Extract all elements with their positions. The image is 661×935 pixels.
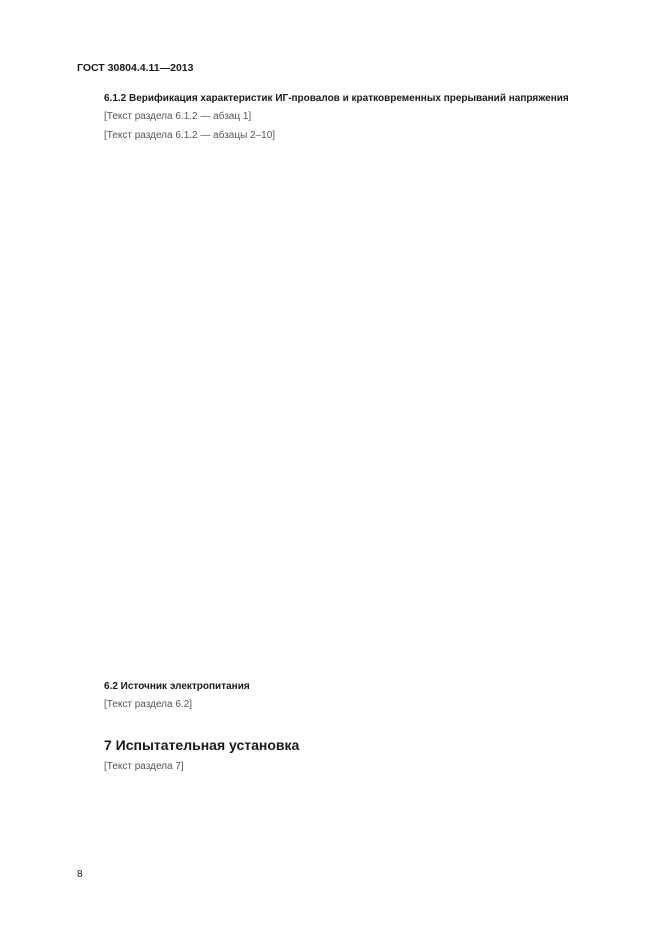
page-number: 8 (77, 869, 83, 880)
section-6-1-2 (80, 92, 613, 148)
paragraph-placeholder: [Текст раздела 6.2] (104, 699, 193, 710)
section-7 (80, 738, 613, 779)
standard-code: ГОСТ 30804.4.11—2013 (77, 62, 194, 74)
paragraph-placeholder: [Текст раздела 6.1.2 — абзац 1] (104, 111, 252, 122)
section-heading: 7 Испытательная установка (104, 737, 300, 753)
section-title: 6.2 Источник электропитания (104, 681, 250, 692)
section-title: 6.1.2 Верификация характеристик ИГ-провалов и кратковременных прерываний напряжения (104, 93, 569, 104)
paragraph-placeholder: [Текст раздела 7] (104, 761, 184, 772)
paragraph-placeholder: [Текст раздела 6.1.2 — абзацы 2–10] (104, 130, 276, 141)
section-6-2 (80, 680, 613, 717)
